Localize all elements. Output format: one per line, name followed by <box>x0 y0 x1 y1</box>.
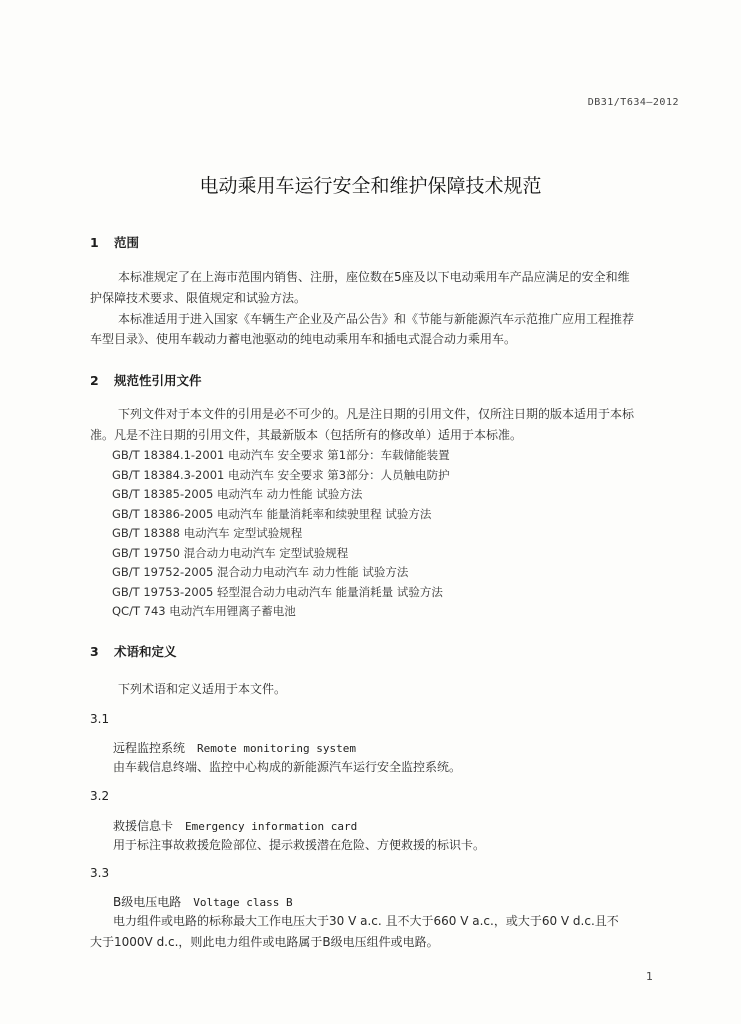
reference-item: GB/T 19752-2005 混合动力电动汽车 动力性能 试验方法 <box>112 565 409 579</box>
paragraph-line: 本标准适用于进入国家《车辆生产企业及产品公告》和《节能与新能源汽车示范推广应用工程推荐 <box>118 312 635 326</box>
term-definition: 电力组件或电路的标称最大工作电压大于30 V a.c. 且不大于660 V a.c.，或大于60 V d.c.且不 <box>113 914 619 928</box>
paragraph-line: 护保障技术要求、限值规定和试验方法。 <box>90 291 307 305</box>
section-title: 范围 <box>114 235 140 250</box>
term-heading <box>113 893 293 910</box>
term-heading <box>113 739 356 756</box>
term-number: 3.2 <box>90 789 110 803</box>
term-en: Emergency information card <box>185 820 358 833</box>
section-title: 术语和定义 <box>114 644 177 659</box>
term-number: 3.1 <box>90 712 110 726</box>
term-zh: 远程监控系统 <box>113 741 186 755</box>
reference-item: GB/T 18388 电动汽车 定型试验规程 <box>112 526 303 540</box>
term-en: Voltage class B <box>193 896 293 909</box>
paragraph-line: 下列术语和定义适用于本文件。 <box>118 682 287 696</box>
term-zh: B级电压电路 <box>113 895 182 909</box>
paragraph-line: 准。凡是不注日期的引用文件，其最新版本（包括所有的修改单）适用于本标准。 <box>90 428 523 442</box>
page-number: 1 <box>646 970 653 983</box>
section-title: 规范性引用文件 <box>114 373 202 388</box>
standard-code: DB31/T634—2012 <box>587 97 679 108</box>
section-number: 3 <box>90 644 99 659</box>
section-number: 2 <box>90 373 99 388</box>
term-number: 3.3 <box>90 866 110 880</box>
section-3-heading <box>90 642 177 660</box>
section-number: 1 <box>90 235 99 250</box>
section-1-heading <box>90 233 139 251</box>
term-definition: 用于标注事故救援危险部位、提示救援潜在危险、方便救援的标识卡。 <box>113 838 486 852</box>
paragraph-line: 车型目录》、使用车载动力蓄电池驱动的纯电动乘用车和插电式混合动力乘用车。 <box>90 332 517 346</box>
term-definition: 大于1000V d.c.，则此电力组件或电路属于B级电压组件或电路。 <box>90 935 439 949</box>
term-en: Remote monitoring system <box>197 742 356 755</box>
reference-item: GB/T 19750 混合动力电动汽车 定型试验规程 <box>112 545 349 560</box>
term-heading <box>113 817 357 834</box>
section-2-heading <box>90 371 202 389</box>
reference-item: GB/T 19753-2005 轻型混合动力电动汽车 能量消耗量 试验方法 <box>112 584 443 599</box>
term-definition: 由车载信息终端、监控中心构成的新能源汽车运行安全监控系统。 <box>113 760 462 774</box>
paragraph-line: 下列文件对于本文件的引用是必不可少的。凡是注日期的引用文件，仅所注日期的版本适用于本标 <box>118 407 635 421</box>
reference-item: GB/T 18384.1-2001 电动汽车 安全要求 第1部分：车载储能装置 <box>112 448 450 462</box>
paragraph-line: 本标准规定了在上海市范围内销售、注册，座位数在5座及以下电动乘用车产品应满足的安全和维 <box>118 270 630 284</box>
document-title: 电动乘用车运行安全和维护保障技术规范 <box>199 175 542 197</box>
reference-item: QC/T 743 电动汽车用锂离子蓄电池 <box>112 604 296 618</box>
reference-list <box>112 446 450 622</box>
reference-item: GB/T 18384.3-2001 电动汽车 安全要求 第3部分：人员触电防护 <box>112 467 450 482</box>
reference-item: GB/T 18385-2005 电动汽车 动力性能 试验方法 <box>112 487 363 501</box>
term-zh: 救援信息卡 <box>113 819 174 833</box>
reference-item: GB/T 18386-2005 电动汽车 能量消耗率和续驶里程 试验方法 <box>112 506 432 521</box>
